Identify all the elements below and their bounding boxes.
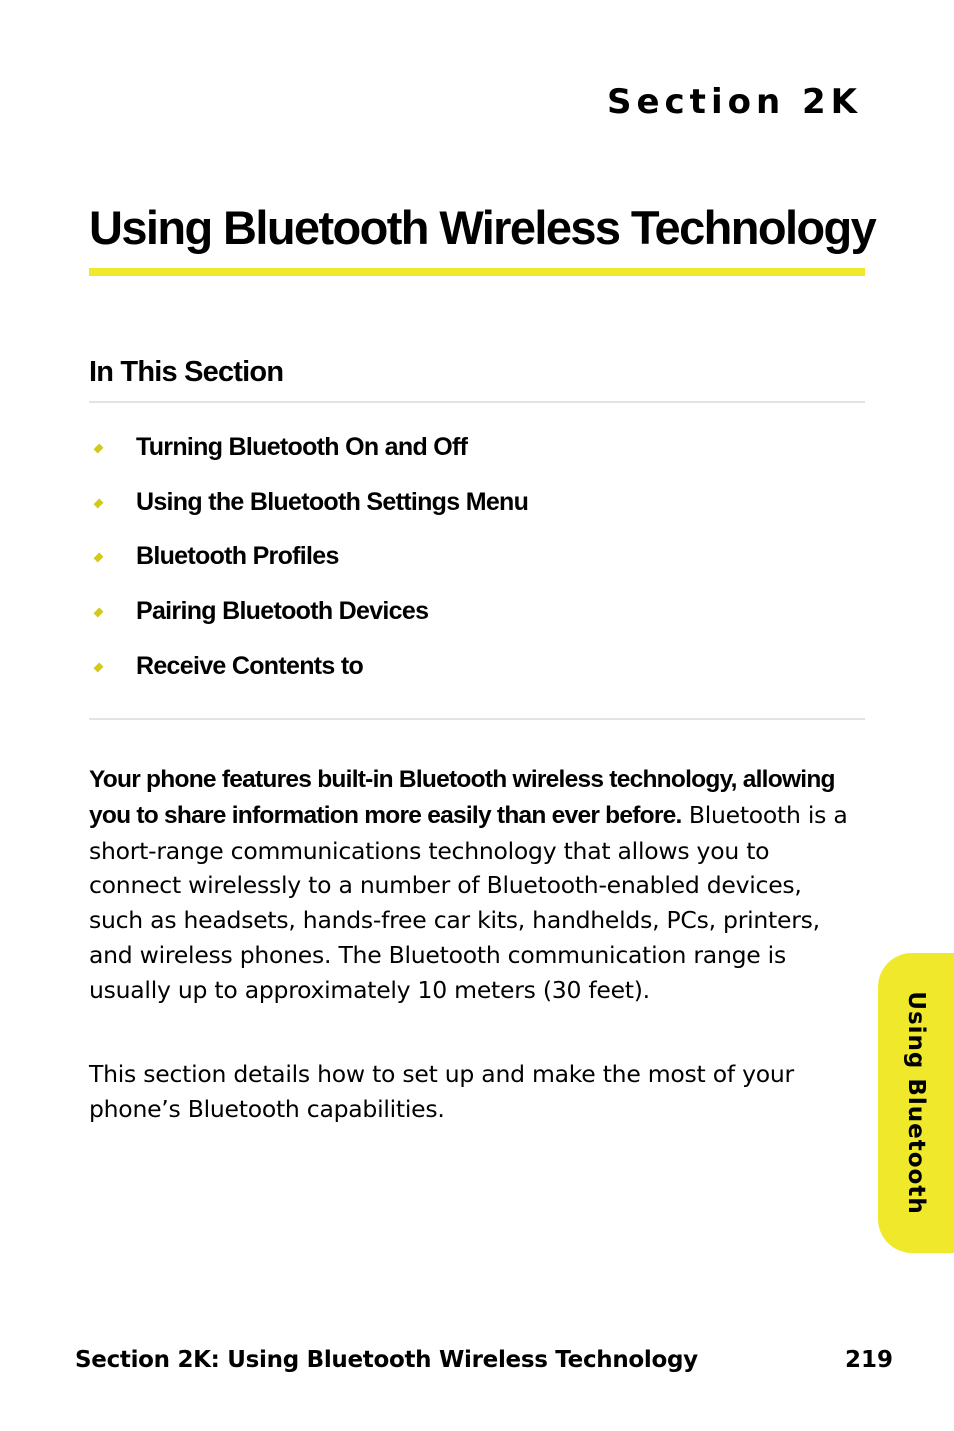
- intro-body-text: Bluetooth is a short-range communications technology that allows you to connect wirelessly to a number of Bluetooth-enabled devices, such as headsets, hands-free car kits, handhelds, PCs, printers, and wireless phones. The Bluetooth communication range is usually up to approximately 10 meters (30 feet).: [89, 800, 848, 1004]
- diamond-bullet-icon: [94, 445, 104, 455]
- in-this-section-heading: In This Section: [89, 356, 284, 388]
- section-label: Section 2K: [606, 82, 862, 122]
- divider-top: [89, 401, 865, 403]
- details-paragraph: This section details how to set up and make the most of your phone’s Bluetooth capabilities.: [89, 1060, 794, 1123]
- list-item: [89, 649, 528, 704]
- list-item-label: Bluetooth Profiles: [136, 542, 339, 571]
- title-underline: [89, 268, 865, 276]
- list-item: [89, 430, 528, 485]
- diamond-bullet-icon: [94, 500, 104, 510]
- list-item-label: Pairing Bluetooth Devices: [136, 597, 429, 626]
- list-item: [89, 539, 528, 594]
- diamond-bullet-icon: [94, 664, 104, 674]
- section-contents-list: [89, 430, 528, 703]
- list-item-label: Using the Bluetooth Settings Menu: [136, 487, 529, 516]
- page-title: Using Bluetooth Wireless Technology: [89, 201, 876, 254]
- list-item: [89, 594, 528, 649]
- list-item-label: Receive Contents to: [136, 651, 364, 680]
- list-item-label: Turning Bluetooth On and Off: [136, 433, 468, 461]
- diamond-bullet-icon: [94, 554, 104, 564]
- divider-bottom: [89, 718, 865, 720]
- side-tab: [878, 953, 954, 1253]
- intro-paragraph: [89, 762, 849, 1008]
- intro-bold-text: Your phone features built-in Bluetooth wireless technology, allowing you to share information more easily than ever before.: [89, 766, 835, 829]
- side-tab-label: Using Bluetooth: [903, 991, 929, 1215]
- page-number: 219: [844, 1347, 893, 1373]
- footer-title: Section 2K: Using Bluetooth Wireless Technology: [75, 1347, 698, 1373]
- list-item: [89, 485, 528, 540]
- diamond-bullet-icon: [94, 609, 104, 619]
